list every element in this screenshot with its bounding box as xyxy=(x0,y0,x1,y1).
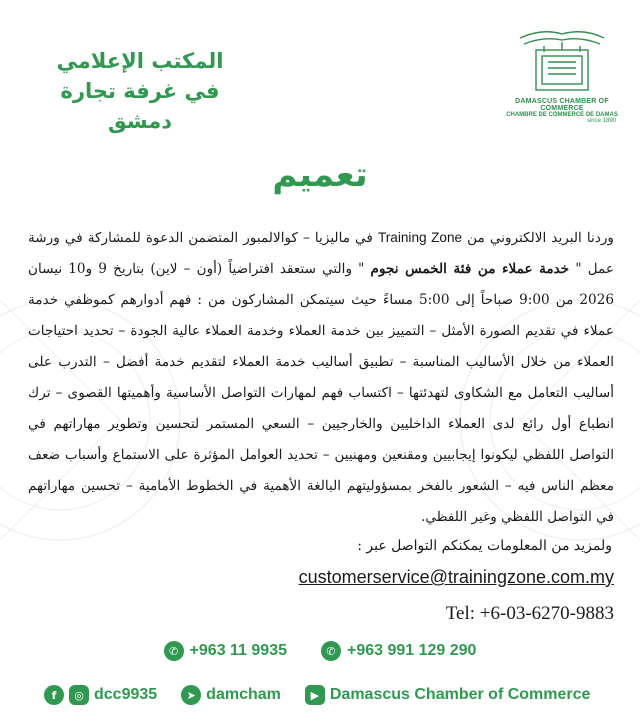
body-part-d: " والتي ستعقد افتراضياً (أون – لاين) بتاريخ 9 و10 نيسان 2026 من 9:00 صباحاً إلى 5:00 مساءً حيث سيتمكن المشاركون من : فهم أدوارهم كموظفي خدمة عملاء في تقديم الصورة الأمثل – التمييز بين خدمة العملاء وخدمة العملاء عالية الجودة – تحديد احتياجات العملاء من خلال الأساليب المناسبة – تطبيق أساليب خدمة العملاء لتقديم خدمة أفضل – التدرب على أساليب التعامل مع الشكاوى لتهدئتها – اكتساب فهم لمهارات التواصل الأساسية وأهميتها القصوى – ترك انطباع أول رائع لدى العملاء الداخليين والخارجيين – السعي المستمر لتحسين وتطوير مهاراتهم في التواصل اللفظي ليكونوا إيجابيين ومقنعين ومهنيين – تحديد العوامل المؤثرة على الاستماع وأسباب ضعف معظم الناس فيه – الشعور بالفخر بمسؤوليتهم البالغة الأهمية في الخطوط الأمامية – تحسين مهاراتهم في التواصل اللفظي وغير اللفظي. xyxy=(28,261,614,525)
body-part-c: في ماليزيا – كوالالمبور المتضمن الدعوة للمشاركة في ورشة عمل " xyxy=(28,230,614,277)
contact-email-link[interactable]: customerservice@trainingzone.com.my xyxy=(298,567,614,587)
phone-numbers xyxy=(0,641,640,661)
contact-telephone: Tel: +6-03-6270-9883 xyxy=(445,603,614,624)
phone-number-landline[interactable] xyxy=(164,641,287,661)
telegram-icon: ➤ xyxy=(181,685,201,705)
social-handle-text: dcc9935 xyxy=(94,686,158,703)
media-office-line2: في غرفة تجارة دمشق xyxy=(60,79,220,133)
body-paragraph xyxy=(28,222,614,533)
instagram-icon: ◎ xyxy=(69,685,89,705)
social-links xyxy=(44,685,610,705)
logo-french-line: CHAMBRE DE COMMERCE DE DAMAS xyxy=(506,112,618,118)
phone-number-text: +963 991 129 290 xyxy=(346,642,477,659)
organizer-name: Training Zone xyxy=(377,230,463,245)
chamber-logo xyxy=(498,26,626,124)
circular-body xyxy=(28,222,614,533)
whatsapp-icon: ✆ xyxy=(321,641,341,661)
social-handle-telegram[interactable] xyxy=(181,685,281,705)
media-office-title xyxy=(30,46,250,136)
more-info-label: ولمزيد من المعلومات يمكنكم التواصل عبر : xyxy=(357,538,612,554)
chamber-emblem-icon xyxy=(514,26,610,96)
phone-number-mobile[interactable] xyxy=(321,641,476,661)
media-office-line1: المكتب الإعلامي xyxy=(56,49,224,73)
social-handle-text: Damascus Chamber of Commerce xyxy=(329,686,591,703)
facebook-icon: f xyxy=(44,685,64,705)
whatsapp-icon: ✆ xyxy=(164,641,184,661)
logo-english-line: DAMASCUS CHAMBER OF COMMERCE xyxy=(515,98,609,112)
workshop-title: خدمة عملاء من فئة الخمس نجوم xyxy=(370,261,570,277)
page-title: تعميم xyxy=(272,155,368,195)
body-part-a: وردنا البريد الالكتروني من xyxy=(462,230,615,246)
social-handle-facebook-instagram[interactable] xyxy=(44,685,157,705)
youtube-icon: ▶ xyxy=(305,685,325,705)
social-handle-youtube[interactable] xyxy=(305,685,591,705)
social-handle-text: damcham xyxy=(206,686,281,703)
phone-number-text: +963 11 9935 xyxy=(189,642,287,659)
logo-since-line: since 1890 xyxy=(586,118,616,124)
